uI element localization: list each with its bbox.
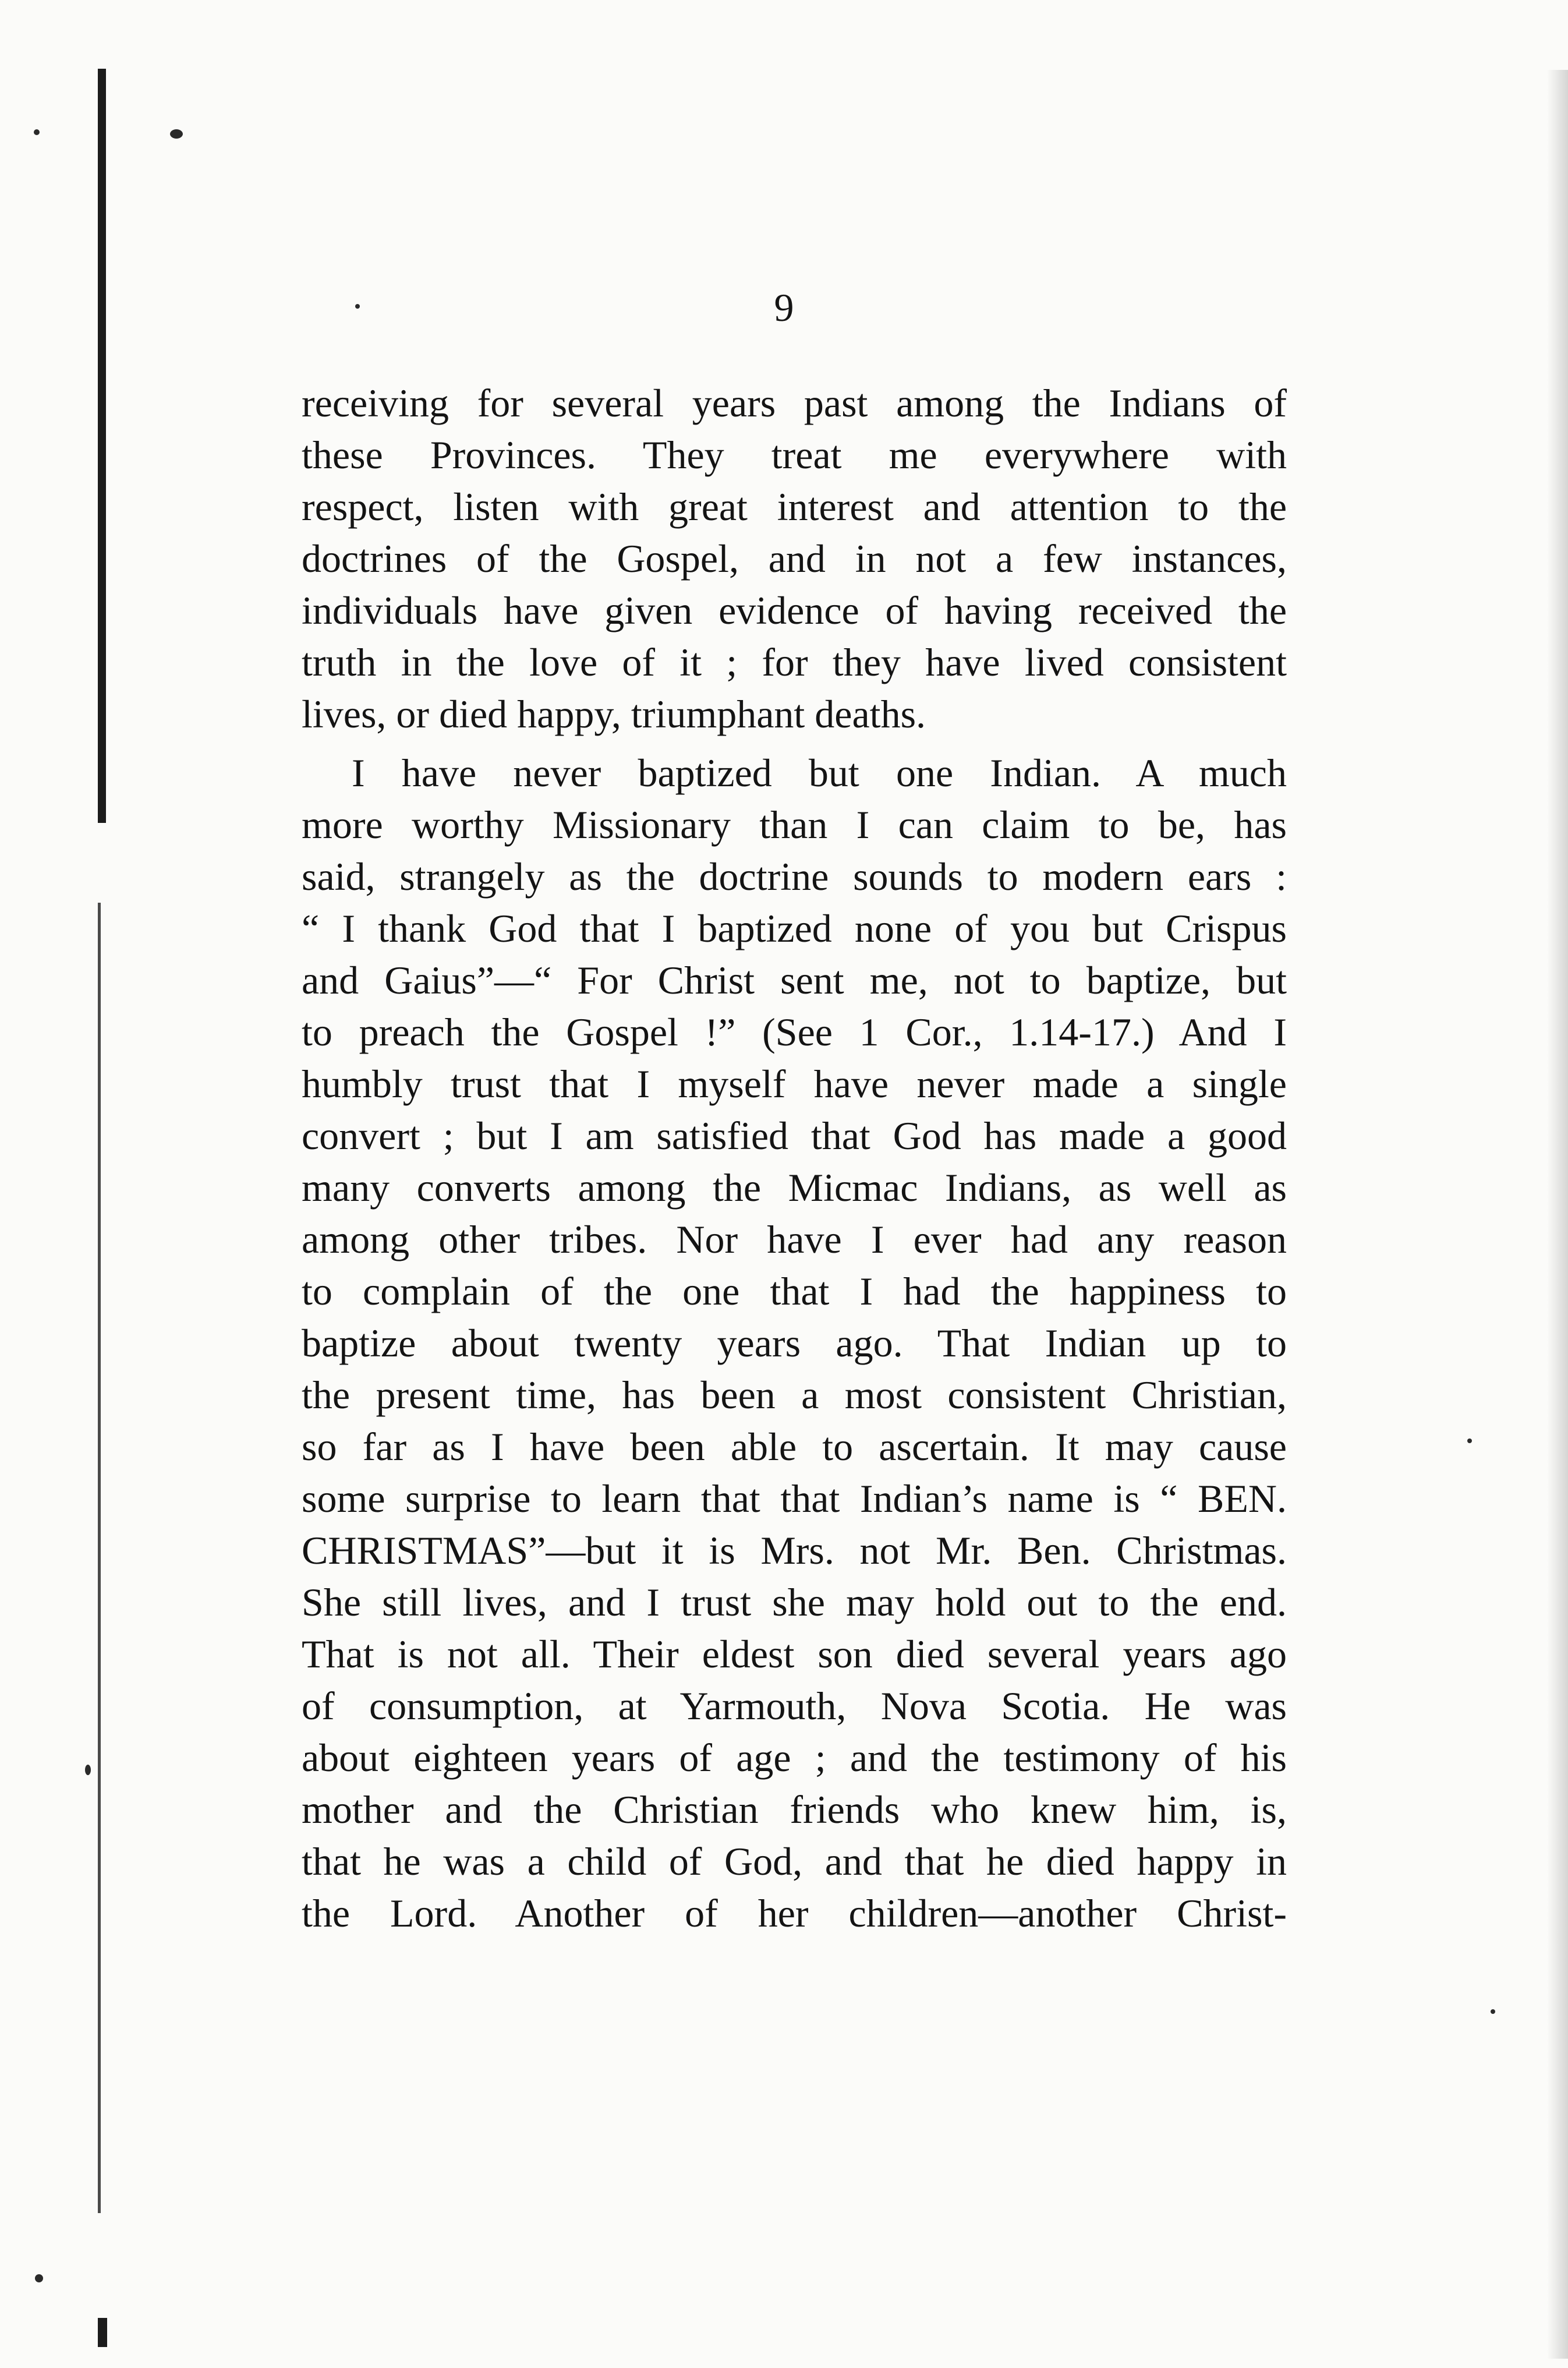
text-line: baptize about twenty years ago. That Indian up to [302, 1321, 1287, 1365]
text-line: CHRISTMAS”—but it is Mrs. not Mr. Ben. Christmas. [302, 1528, 1287, 1572]
text-line: doctrines of the Gospel, and in not a few instances, [302, 536, 1287, 581]
text-line: mother and the Christian friends who knew him, is, [302, 1787, 1287, 1832]
ink-speck [1491, 2009, 1495, 2014]
ink-speck [34, 129, 40, 135]
page-binding-foot [98, 2318, 107, 2347]
paragraph [302, 377, 1287, 740]
text-line: these Provinces. They treat me everywhere with [302, 433, 1287, 477]
text-line: convert ; but I am satisfied that God has made a good [302, 1114, 1287, 1158]
text-line: that he was a child of God, and that he died happy in [302, 1839, 1287, 1883]
text-line: so far as I have been able to ascertain. It may cause [302, 1425, 1287, 1469]
text-line: more worthy Missionary than I can claim to be, has [302, 803, 1287, 847]
text-line: the Lord. Another of her children—another Christ- [302, 1891, 1287, 1935]
ink-speck [170, 129, 183, 139]
paragraph-gap [302, 740, 1287, 747]
page-right-shadow [1547, 70, 1568, 2359]
text-line: among other tribes. Nor have I ever had any reason [302, 1217, 1287, 1261]
page-number: 9 [774, 285, 794, 330]
text-line: of consumption, at Yarmouth, Nova Scotia. He was [302, 1684, 1287, 1728]
ink-speck [35, 2274, 43, 2282]
text-line: receiving for several years past among the Indians of [302, 381, 1287, 425]
ink-speck [85, 1765, 91, 1775]
text-line: and Gaius”—“ For Christ sent me, not to baptize, but [302, 958, 1287, 1002]
paragraph [302, 747, 1287, 1939]
text-line: to preach the Gospel !” (See 1 Cor., 1.14-17.) And I [302, 1010, 1287, 1054]
text-line: humbly trust that I myself have never made a single [302, 1062, 1287, 1106]
text-line: That is not all. Their eldest son died several years ago [302, 1632, 1287, 1676]
text-line: some surprise to learn that that Indian’s name is “ BEN. [302, 1476, 1287, 1521]
text-line: about eighteen years of age ; and the testimony of his [302, 1736, 1287, 1780]
page-binding-edge [98, 69, 106, 823]
text-line: truth in the love of it ; for they have lived consistent [302, 640, 1287, 684]
text-line: She still lives, and I trust she may hold out to the end. [302, 1580, 1287, 1624]
text-line: said, strangely as the doctrine sounds to modern ears : [302, 854, 1287, 899]
ink-speck [1467, 1439, 1472, 1443]
page-binding-edge-lower [98, 903, 101, 2213]
text-line: respect, listen with great interest and attention to the [302, 485, 1287, 529]
body-text [302, 377, 1287, 1939]
text-line: to complain of the one that I had the happiness to [302, 1269, 1287, 1313]
text-line: “ I thank God that I baptized none of you but Crispus [302, 906, 1287, 950]
text-line: many converts among the Micmac Indians, as well as [302, 1165, 1287, 1210]
text-line: lives, or died happy, triumphant deaths. [302, 692, 926, 736]
text-line: I have never baptized but one Indian. A much [352, 751, 1287, 795]
text-line: individuals have given evidence of having received the [302, 588, 1287, 632]
text-line: the present time, has been a most consistent Christian, [302, 1373, 1287, 1417]
